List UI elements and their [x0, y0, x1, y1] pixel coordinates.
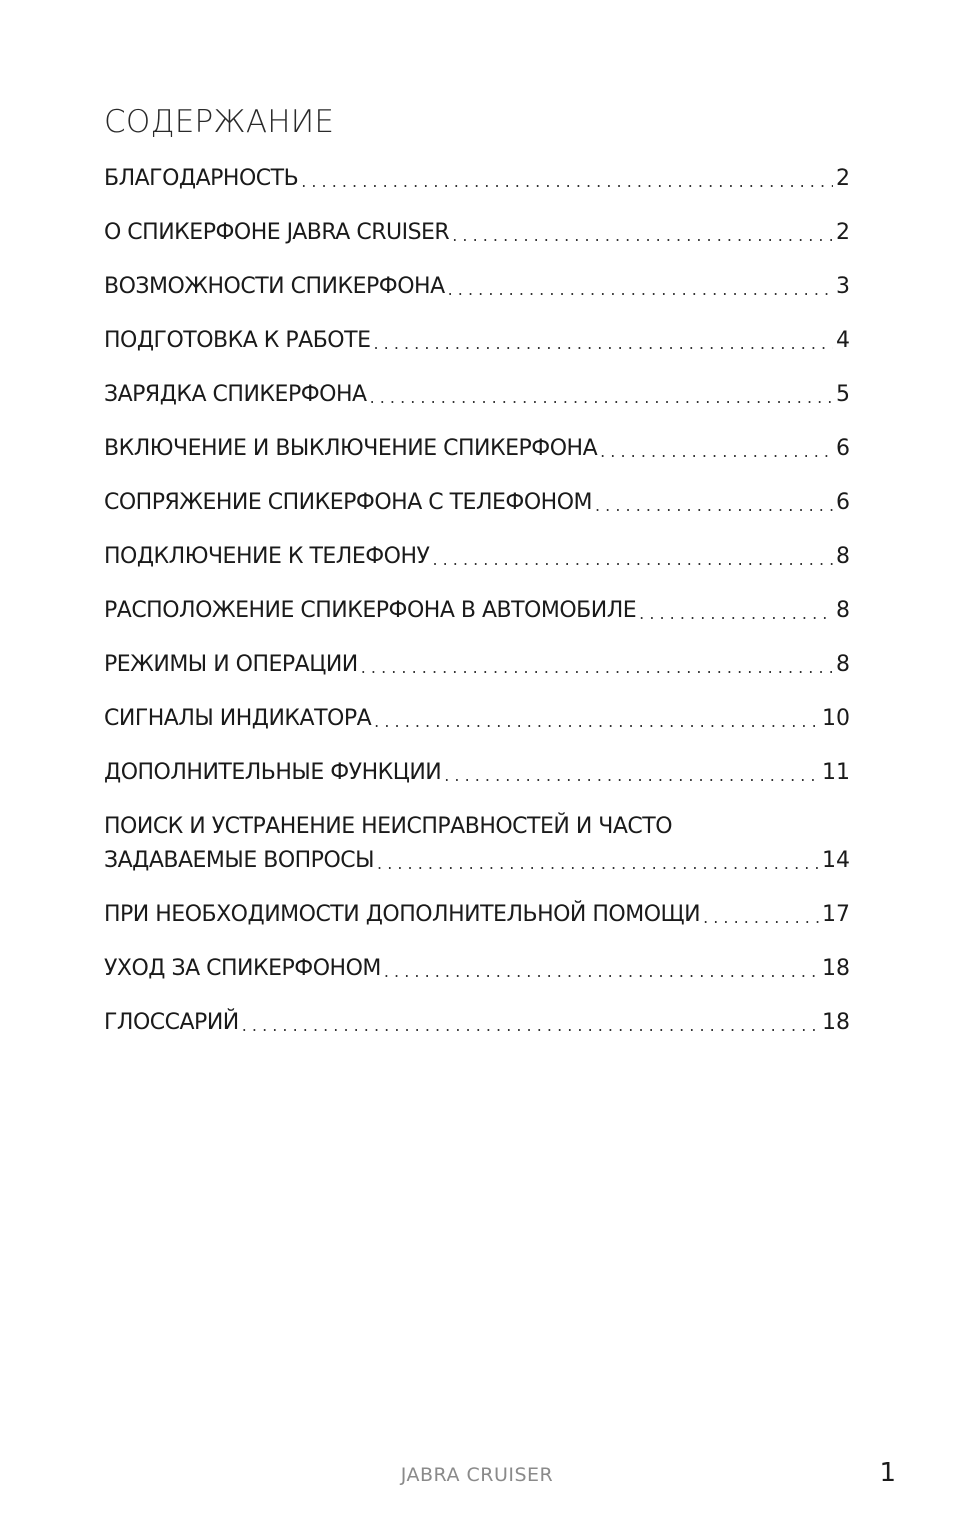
toc-entry-title: ПРИ НЕОБХОДИМОСТИ ДОПОЛНИТЕЛЬНОЙ ПОМОЩИ [104, 902, 701, 927]
toc-entry-connecting[interactable] [104, 540, 850, 574]
dot-leader [703, 904, 819, 932]
toc-entry-page: 4 [836, 328, 850, 353]
toc-entry-power-on-off[interactable] [104, 432, 850, 466]
toc-entry-title: РАСПОЛОЖЕНИЕ СПИКЕРФОНА В АВТОМОБИЛЕ [104, 598, 637, 623]
toc-entry-getting-started[interactable] [104, 324, 850, 358]
toc-entry-page: 6 [836, 490, 850, 515]
toc-entry-glossary[interactable] [104, 1006, 850, 1040]
dot-leader [377, 850, 819, 878]
toc-entry-page: 11 [822, 760, 850, 785]
dot-leader [361, 654, 833, 682]
toc-entry-about-speakerphone[interactable] [104, 216, 850, 250]
toc-entry-page: 17 [822, 902, 850, 927]
toc-entry-page: 18 [822, 956, 850, 981]
toc-entry-title: О СПИКЕРФОНЕ JABRA CRUISER [104, 220, 450, 245]
dot-leader [301, 168, 833, 196]
toc-entry-care[interactable] [104, 952, 850, 986]
toc-entry-page: 6 [836, 436, 850, 461]
toc-entry-page: 8 [836, 544, 850, 569]
toc-entry-title: СИГНАЛЫ ИНДИКАТОРА [104, 706, 372, 731]
toc-entry-title-line2: ЗАДАВАЕМЫЕ ВОПРОСЫ [104, 848, 375, 873]
dot-leader [370, 384, 833, 412]
toc-entry-title: ВОЗМОЖНОСТИ СПИКЕРФОНА [104, 274, 445, 299]
toc-entry-additional-functions[interactable] [104, 756, 850, 790]
toc-entry-features[interactable] [104, 270, 850, 304]
toc-entry-page: 2 [836, 220, 850, 245]
toc-entry-pairing[interactable] [104, 486, 850, 520]
toc-entry-title: УХОД ЗА СПИКЕРФОНОМ [104, 956, 381, 981]
toc-entry-title: ДОПОЛНИТЕЛЬНЫЕ ФУНКЦИИ [104, 760, 442, 785]
dot-leader [639, 600, 833, 628]
toc-entry-title: ВКЛЮЧЕНИЕ И ВЫКЛЮЧЕНИЕ СПИКЕРФОНА [104, 436, 598, 461]
toc-entry-page: 2 [836, 166, 850, 191]
footer-product-name: JABRA CRUISER [400, 1464, 554, 1486]
dot-leader [452, 222, 833, 250]
toc-entry-indicator-signals[interactable] [104, 702, 850, 736]
toc-entry-page: 3 [836, 274, 850, 299]
toc-entry-need-help[interactable] [104, 898, 850, 932]
toc-heading: СОДЕРЖАНИЕ [104, 104, 335, 140]
dot-leader [384, 958, 819, 986]
toc-entry-title: СОПРЯЖЕНИЕ СПИКЕРФОНА С ТЕЛЕФОНОМ [104, 490, 592, 515]
toc-entry-charging[interactable] [104, 378, 850, 412]
toc-entry-acknowledgements[interactable] [104, 162, 850, 196]
toc-entry-positioning[interactable] [104, 594, 850, 628]
toc-entry-title-line1: ПОИСК И УСТРАНЕНИЕ НЕИСПРАВНОСТЕЙ И ЧАСТО [104, 814, 673, 839]
dot-leader [448, 276, 833, 304]
toc-entry-title: ГЛОССАРИЙ [104, 1010, 239, 1035]
footer-page-number: 1 [879, 1458, 896, 1488]
dot-leader [595, 492, 833, 520]
dot-leader [444, 762, 819, 790]
toc-entry-page: 18 [822, 1010, 850, 1035]
dot-leader [373, 330, 833, 358]
dot-leader [374, 708, 819, 736]
toc-entry-page: 10 [822, 706, 850, 731]
toc-entry-troubleshooting[interactable] [104, 810, 850, 878]
toc-entry-title: ПОДГОТОВКА К РАБОТЕ [104, 328, 371, 353]
toc-entry-title: ПОДКЛЮЧЕНИЕ К ТЕЛЕФОНУ [104, 544, 430, 569]
toc-entry-page: 14 [822, 848, 850, 873]
dot-leader [600, 438, 833, 466]
toc-entry-title: РЕЖИМЫ И ОПЕРАЦИИ [104, 652, 358, 677]
toc-entry-title: ЗАРЯДКА СПИКЕРФОНА [104, 382, 367, 407]
toc-entry-page: 5 [836, 382, 850, 407]
dot-leader [432, 546, 833, 574]
toc-entry-page: 8 [836, 652, 850, 677]
toc-entry-title: БЛАГОДАРНОСТЬ [104, 166, 299, 191]
toc-entry-modes[interactable] [104, 648, 850, 682]
dot-leader [242, 1012, 819, 1040]
toc-entry-page: 8 [836, 598, 850, 623]
table-of-contents [104, 162, 850, 1060]
